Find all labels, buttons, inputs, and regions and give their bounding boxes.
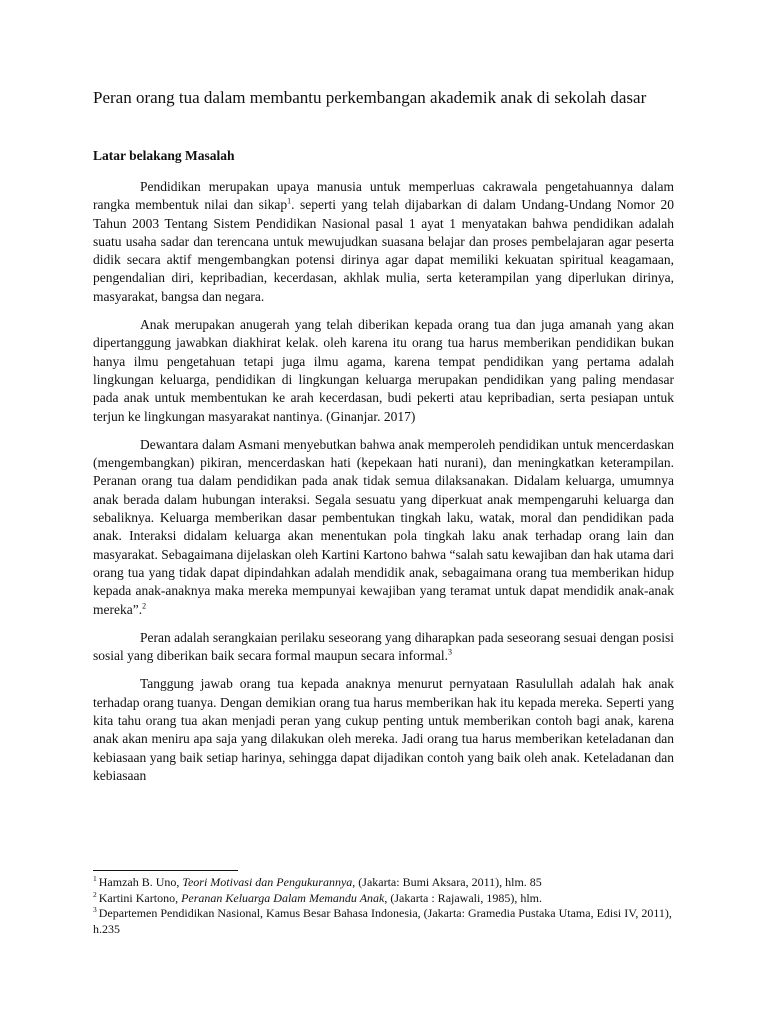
- footnote-ref-1[interactable]: 1: [287, 196, 292, 206]
- footnote-2-source: , (Jakarta : Rajawali, 1985), hlm.: [384, 890, 542, 905]
- paragraph-3-text: Dewantara dalam Asmani menyebutkan bahwa anak memperoleh pendidikan untuk mencerdaskan (mengembangkan) pikiran, mencerdaskan hati (kepekaan hati nurani), dan meningkatkan keterampilan. Peranan orang tua dalam pendidikan pada anak tidak semua dilaksanakan. Didalam keluarga, umumnya anak berada dalam hubungan interaksi. Segala sesuatu yang diperkuat anak mempengaruhi keluarga dan sebaliknya. Keluarga memberikan dasar pembentukan tingkah laku, watak, moral dan pendidikan pada anak. Interaksi didalam keluarga akan menentukan pola tingkah laku anak terhadap orang lain dan masyarakat. Sebagaimana dijelaskan oleh Kartini Kartono bahwa “salah satu kewajiban dan hak utama dari orang tua yang tidak dapat dipindahkan adalah mendidik anak, sebagaimana orang tua memberikan hidup kepada anak-anaknya maka mereka mempunyai kewajiban yang teramat untuk dapat mendidik anak-anak mereka”.: [93, 436, 674, 617]
- paragraph-4-text: Peran adalah serangkaian perilaku seseorang yang diharapkan pada seseorang sesuai dengan posisi sosial yang diberikan baik secara formal maupun secara informal.: [93, 629, 674, 664]
- footnote-2-book-title: Peranan Keluarga Dalam Memandu Anak: [181, 890, 385, 905]
- paragraph-1-text-a: Pendidikan merupakan upaya manusia untuk memperluas cakrawala pengetahuannya dalam rangka membentuk nilai dan sikap: [93, 179, 674, 213]
- paragraph-4: [93, 629, 674, 666]
- footnotes-section: [93, 870, 674, 937]
- footnote-1: [93, 875, 674, 891]
- footnote-separator: [93, 870, 238, 871]
- footnote-ref-2[interactable]: 2: [142, 601, 147, 611]
- paragraph-5: Tanggung jawab orang tua kepada anaknya menurut pernyataan Rasulullah adalah hak anak terhadap orang tuanya. Dengan demikian orang tua harus memberikan hak itu kepada mereka. Seperti yang kita tahu orang tua akan menjadi peran yang cukup penting untuk memberikan contoh bagi anak, karena anak akan meniru apa saja yang dilakukan oleh mereka. Jadi orang tua harus memberikan keteladanan dan kebiasaan yang baik setiap harinya, sehingga dapat dijadikan contoh yang baik oleh anak. Keteladanan dan kebiasaan: [93, 676, 674, 783]
- footnote-3-text: Departemen Pendidikan Nasional, Kamus Besar Bahasa Indonesia, (Jakarta: Gramedia Pustaka Utama, Edisi IV, 2011), h.235: [93, 906, 672, 936]
- footnote-2: [93, 891, 674, 907]
- document-title: Peran orang tua dalam membantu perkembangan akademik anak di sekolah dasar: [93, 88, 647, 107]
- footnote-1-source: , (Jakarta: Bumi Aksara, 2011), hlm. 85: [352, 875, 542, 889]
- document-body: [93, 86, 674, 795]
- paragraph-1: [93, 178, 674, 306]
- footnote-ref-3[interactable]: 3: [448, 647, 452, 657]
- footnote-3: [93, 906, 674, 937]
- footnote-2-text: Kartini Kartono,: [98, 890, 182, 905]
- paragraph-2: Anak merupakan anugerah yang telah diberikan kepada orang tua dan juga amanah yang akan dipertanggung jawabkan diakhirat kelak. oleh karena itu orang tua harus memberikan pendidikan bukan hanya ilmu pengetahuan tetapi juga ilmu agama, karena tempat pendidikan yang pertama adalah lingkungan keluarga, pendidikan di lingkungan keluarga merupakan pendidikan yang paling mendasar pada anak untuk membentukan ke arah kecerdasan, budi pekerti atau kepribadian, serta pesiapan untuk terjun ke lingkungan masyarakat nantinya. (Ginanjar. 2017): [93, 317, 674, 424]
- section-heading: Latar belakang Masalah: [93, 148, 235, 163]
- footnote-3-mark: 3: [93, 905, 97, 914]
- paragraph-3: [93, 436, 674, 619]
- paragraph-1-text-b: . seperti yang telah dijabarkan di dalam Undang-Undang Nomor 20 Tahun 2003 Tentang Sistem Pendidikan Nasional pasal 1 ayat 1 menyatakan bahwa pendidikan adalah suatu usaha sadar dan terencana untuk mewujudkan suasana belajar dan proses pembelajaran agar peserta didik secara aktif mengembangkan potensi dirinya agar dapat memiliki kekuatan spiritual keagamaan, pengendalian diri, kepribadian, kecerdasan, akhlak mulia, serta keterampilan yang diperlukan dirinya, masyarakat, bangsa dan negara.: [93, 197, 674, 304]
- footnote-1-book-title: Teori Motivasi dan Pengukurannya: [182, 875, 353, 889]
- footnote-2-mark: 2: [93, 889, 97, 899]
- footnote-1-mark: 1: [93, 874, 97, 883]
- footnote-1-text: Hamzah B. Uno,: [98, 875, 183, 889]
